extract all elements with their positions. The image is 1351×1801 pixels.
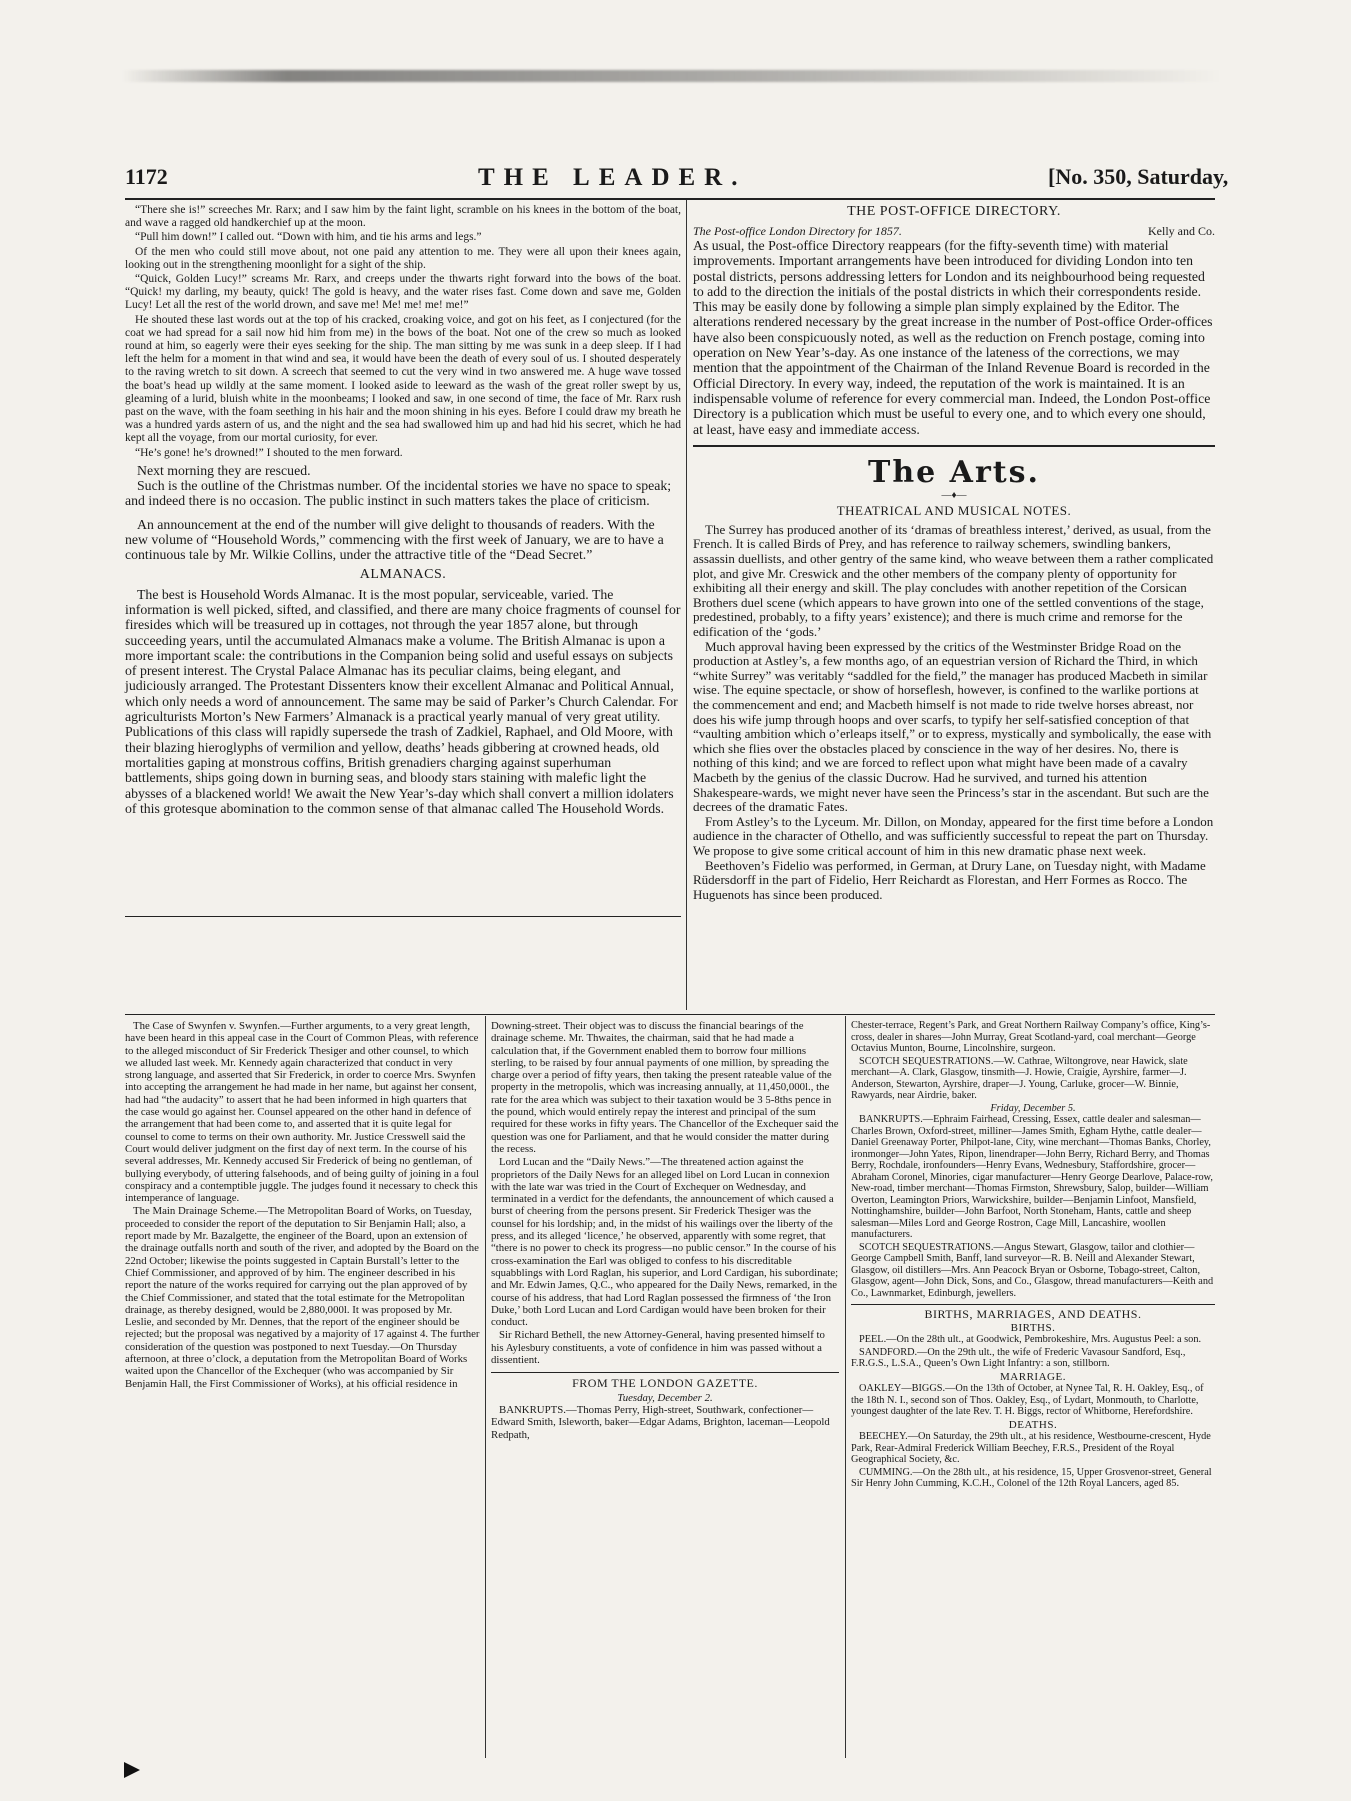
story-paragraph: “There she is!” screeches Mr. Rarx; and I saw him by the faint light, scramble on his knees in the bottom of the boat, and wave a ragged old handkerchief up at the moon. [125, 204, 681, 230]
scotch-sequestrations: SCOTCH SEQUESTRATIONS.—W. Cathrae, Wiltongrove, near Hawick, slate merchant—A. Clark, Glasgow, tinsmith—J. Howie, Craigie, Ayrshire, farmer—J. Anderson, Stewarton, Ayrshire, draper—J. Young, Carluke, grocer—W. Binnie, Rawyards, near Airdrie, baker. [851, 1055, 1188, 1101]
column-divider [485, 1016, 486, 1758]
post-office-subtitle: The Post-office London Directory for 1857. [693, 224, 902, 238]
commentary-paragraph: Next morning they are rescued. [137, 462, 311, 478]
theatrical-paragraph: Beethoven’s Fidelio was performed, in German, at Drury Lane, on Tuesday night, with Madame Rüdersdorff in the part of Fidelio, Herr Reichardt as Florestan, and Herr Formes as Rocco. The Huguenots has since been produced. [693, 857, 1206, 902]
death-entry: BEECHEY.—On Saturday, the 29th ult., at his residence, Westbourne-crescent, Hyde Park, Rear-Admiral Frederick William Beechey, F.R.S., President of the Royal Geographical Society, &c. [851, 1431, 1211, 1465]
gazette-title: FROM THE LONDON GAZETTE. [572, 1376, 758, 1391]
left-top-column [125, 204, 681, 816]
theatrical-title: THEATRICAL AND MUSICAL NOTES. [836, 502, 1072, 518]
column-divider [686, 200, 687, 1010]
bottom-column-3 [851, 1020, 1215, 1491]
issue-label: [No. 350, Saturday, [1048, 164, 1229, 189]
bmd-rule [851, 1304, 1215, 1305]
gazette-text: BANKRUPTS.—Thomas Perry, High-street, Southwark, confectioner—Edward Smith, Isleworth, baker—Edgar Adams, Brighton, laceman—Leopold Redpath, [491, 1403, 830, 1441]
masthead: THE LEADER. [478, 164, 747, 191]
marriage-entry: OAKLEY—BIGGS.—On the 13th of October, at Nynee Tal, R. H. Oakley, Esq., of the 18th N. I., second son of Thos. Oakley, Esq., of Lydart, Monmouth, to Charlotte, youngest daughter of the late Rev. T. H. Biggs, rector of Whitborne, Herefordshire. [851, 1383, 1204, 1417]
ornament-icon: —♦— [941, 489, 967, 501]
column-divider [845, 1016, 846, 1758]
scotch-sequestrations-2: SCOTCH SEQUESTRATIONS.—Angus Stewart, Glasgow, tailor and clothier—George Campbell Smith, Banff, land surveyor—R. B. Neill and Alexander Stewart, Glasgow, oil distillers—Mrs. Ann Peacock Bryan or Osborne, Tobago-street, Calton, Glasgow, agent—John Dick, Sons, and Co., Glasgow, thread manufacturers—Keith and Co., Lawnmarket, Edinburgh, jewellers. [851, 1241, 1214, 1299]
post-office-publisher: Kelly and Co. [1148, 224, 1215, 238]
death-entry: CUMMING.—On the 28th ult., at his residence, 15, Upper Grosvenor-street, General Sir Henry John Cumming, K.C.H., Colonel of the 12th Royal Lancers, aged 85. [851, 1466, 1212, 1489]
theatrical-paragraph: The Surrey has produced another of its ‘dramas of breathless interest,’ derived, as usual, from the French. It is called Birds of Prey, and has reference to railway schemers, swindling bankers, assassin duellists, and other gentry of the same kind, who weave between them a rather complicated plot, and give Mr. Creswick and the other members of the company plenty of opportunity for exhibiting all their energy and skill. The play concludes with another repetition of the Corsican Brothers duel scene (which appears to have grown into one of the settled conventions of the stage, predestined, probably, to a fifty years’ existence); and there is much crime and remorse for the edification of the ‘gods.’ [693, 521, 1214, 640]
post-office-title: THE POST-OFFICE DIRECTORY. [847, 204, 1061, 219]
story-paragraph: “Quick, Golden Lucy!” screams Mr. Rarx, and creeps under the thwarts right forward into the bows of the boat. “Quick! my darling, my beauty, quick! The gold is heavy, and the water rises fast. Come down and save me, Golden Lucy! Let all the rest of the world drown, and save me! Me! me! me! me!” [125, 273, 681, 312]
page-number: 1172 [125, 164, 168, 189]
birth-entry: PEEL.—On the 28th ult., at Goodwick, Pembrokeshire, Mrs. Augustus Peel: a son. [859, 1334, 1202, 1345]
deaths-title: DEATHS. [1008, 1418, 1058, 1431]
gazette-continued: Chester-terrace, Regent’s Park, and Great Northern Railway Company’s office, King’s-cross, dealer in shares—John Murray, Great Scotland-yard, coal merchant—George Octavius Munton, Bourne, Lincolnshire, surgeon. [851, 1020, 1211, 1054]
marriage-title: MARRIAGE. [1000, 1370, 1066, 1383]
scan-smudge [122, 70, 1222, 82]
news-paragraph: Lord Lucan and the “Daily News.”—The threatened action against the proprietors of the Daily News for an alleged libel on Lord Lucan in connexion with the late war was tried in the Court of Exchequer on Wednesday, and terminated in a verdict for the defendants, the announcement of which caused a burst of cheering from the persons present. Sir Frederick Thesiger was the counsel for his lordship; and, in the midst of his wailings over the liberty of the press, and its alleged ‘licence,’ he observed, apparently with some regret, that “there is no power to check its progress—no public censor.” In the course of his cross-examination the Earl was obliged to confess to his discreditable squabblings with Lord Raglan, his superior, and Lord Cardigan, his subordinate; and Mr. Edwin James, Q.C., who appeared for the Daily News, remarked, in the course of his address, that had Lord Raglan possessed the firmness of ‘the Iron Duke,’ both Lord Lucan and Lord Cardigan would have been broken for their conduct. [491, 1156, 839, 1329]
section-rule [125, 916, 681, 917]
post-office-paragraph: As usual, the Post-office Directory reappears (for the fifty-seventh time) with material improvements. Important arrangements have been introduced for dividing London into ten postal districts, persons addressing letters for London and its neighbourhood being requested to add to the direction the initials of the postal districts in which their correspondents reside. This may be easily done by following a simple plan simply explained by the Editor. The alterations rendered necessary by the great increase in the number of Post-office Order-offices have also been conspicuously noted, as well as the reduction on French postage, coming into operation on New Year’s-day. As one instance of the lateness of the corrections, we may mention that the appointment of the Chairman of the Inland Revenue Board is recorded in the Official Directory. In every way, indeed, the reputation of the work is maintained. It is an indispensable volume of reference for every commercial man. Indeed, the London Post-office Directory is a publication which must be useful to every one, and to which every one should, at least, have easy and immediate access. [693, 238, 1213, 437]
news-paragraph: The Main Drainage Scheme.—The Metropolitan Board of Works, on Tuesday, proceeded to consider the report of the deputation to Sir Benjamin Hall; also, a report made by Mr. Bazalgette, the engineer of the Board, upon an extension of the drainage outfalls north and south of the river, and adopted by the Board on the 22nd October; likewise the points suggested in Captain Burstall’s letter to the Chief Commissioner, and approved of by him. The engineer described in his report the nature of the works required for carrying out the plan approved of by the Chief Commissioner, and stated that the total estimate for the Metropolitan drainage, as thereby designed, would be 2,880,000l. It was proposed by Mr. Leslie, and seconded by Mr. Dennes, that the report of the engineer should be rejected; but the proposal was negatived by a majority of 17 against 4. The further consideration of the question was postponed to next Tuesday.—On Thursday afternoon, at three o’clock, a deputation from the Metropolitan Board of Works waited upon the Chancellor of the Exchequer (who was accompanied by Sir Benjamin Hall, the First Commissioner of Works), at his official residence in [125, 1205, 480, 1390]
arts-rule [693, 445, 1215, 447]
almanacs-paragraph: The best is Household Words Almanac. It is the most popular, serviceable, varied. The information is well picked, sifted, and classified, and there are many choice fragments of counsel for firesides which will be treasured up in cottages, not through the year 1857 alone, but through succeeding years, until the accumulated Almanacs make a volume. The British Almanac is upon a more important scale: the contributions in the Companion being solid and useful essays on subjects of present interest. The Crystal Palace Almanac has its peculiar claims, being elegant, and judiciously arranged. The Protestant Dissenters know their excellent Almanac and Political Annual, which only needs a word of announcement. The same may be said of Parker’s Church Calendar. For agriculturists Morton’s New Farmers’ Almanack is a practical yearly manual of very great utility. Publications of this class will rapidly supersede the trash of Zadkiel, Raphael, and Old Moore, with their blazing hieroglyphs of vermilion and yellow, deaths’ heads gibbering at crowned heads, old mortalities gaping at monstrous coffins, British grenadiers charging against superhuman battlements, ships going down in burning seas, and bloody stars staining with malefic light the abysses of a blackened world! We await the New Year’s-day which shall convert a million idolaters of this grotesque abomination to the common sense of that almanac called The Household Words. [125, 586, 681, 816]
gazette-date: Tuesday, December 2. [617, 1391, 713, 1404]
story-paragraph: He shouted these last words out at the top of his cracked, croaking voice, and got on his feet, as I conjectured (for the coat we had spread for a sail now hid him from me) in the bows of the boat. Not one of the crew so much as looked round at him, so eagerly were their eyes seeking for the ship. The man sitting by me was sunk in a deep sleep. If I had left the helm for a moment in that wind and sea, it would have been the death of every soul of us. I shouted desperately to the raving wretch to sit down. A screech that seemed to cut the very wind in two answered me. A huge wave tossed the boat’s head up wildly at the same moment. I looked aside to leeward as the wash of the great roller swept by us, gleaming of a lurid, bluish white in the moonbeams; I looked and saw, in one second of time, the face of Mr. Rarx rush past on the wave, with the foam seething in his hair and the moon shining in his eyes. Before I could draw my breath he was a hundred yards astern of us, and the night and the sea had swallowed him up and had hid his secret, which he had kept all the voyage, from our mortal curiosity, for ever. [125, 313, 681, 445]
theatrical-paragraph: Much approval having been expressed by the critics of the Westminster Bridge Road on the production at Astley’s, a few months ago, of an equestrian version of Richard the Third, in which “white Surrey” was veritably “saddled for the field,” the manager has produced Macbeth in similar wise. The equine spectacle, or show of horseflesh, however, is confined to the warlike portions at the commencement and end; and Macbeth himself is not made to ride twelve horses abreast, nor does his wife jump through hoops and over scarfs, to typify her self-satisfied conception of that “vaulting ambition which o’erleaps itself,” or to express, mystically and symbolically, the ease with which she flies over the obstacles placed by conscience in the way of her desires. No, there is nothing of this kind; and we are forced to reflect upon what might have been made of a cavalry Macbeth by the genius of the classic Ducrow. Had he survived, and turned his attention Shakespeare-wards, we might never have seen the Princess’s star in the ascendant. But such are the decrees of the dramatic Fates. [693, 638, 1212, 815]
commentary-paragraph: Such is the outline of the Christmas number. Of the incidental stories we have no space to speak; and indeed there is no occasion. The public instinct in such matters takes the place of criticism. [125, 478, 672, 509]
story-paragraph: “He’s gone! he’s drowned!” I shouted to the men forward. [135, 446, 403, 459]
commentary [125, 463, 681, 563]
story-paragraph: “Pull him down!” I called out. “Down with him, and tie his arms and legs.” [135, 231, 482, 244]
header-rule [125, 198, 1215, 200]
bottom-column-1 [125, 1020, 480, 1391]
story-paragraph: Of the men who could still move about, not one paid any attention to me. They were all upon their knees again, looking out in the strengthening moonlight for a sight of the ship. [125, 245, 681, 271]
news-paragraph: Sir Richard Bethell, the new Attorney-General, having presented himself to his Aylesbury constituents, a vote of confidence in him was passed without a dissentient. [491, 1329, 825, 1367]
arts-title: The Arts. [868, 454, 1040, 490]
right-top-column [693, 204, 1215, 902]
gazette-rule [491, 1372, 839, 1373]
theatrical-paragraph: From Astley’s to the Lyceum. Mr. Dillon, on Monday, appeared for the first time before a London audience in the character of Othello, and was sufficiently successful to repeat the part on Thursday. We propose to give some critical account of him in this new dramatic phase next week. [693, 813, 1214, 858]
friday-date: Friday, December 5. [990, 1102, 1076, 1114]
birth-entry: SANDFORD.—On the 29th ult., the wife of Frederic Vavasour Sandford, Esq., F.R.G.S., L.S.A., Queen’s Own Light Infantry: a son, stillborn. [851, 1346, 1186, 1369]
bmd-title: BIRTHS, MARRIAGES, AND DEATHS. [924, 1307, 1142, 1321]
bankrupts-list: BANKRUPTS.—Ephraim Fairhead, Cressing, Essex, cattle dealer and salesman—Charles Brown, Oxford-street, milliner—James Smith, Egham Hythe, cattle dealer—Daniel Greenaway Porter, Philpot-lane, City, wine merchant—Thomas Banks, Chorley, ironmonger—John Yates, Ripon, linendraper—John Berry, Richard Berry, and Thomas Berry, Rochdale, ironfounders—Henry Evans, Wednesbury, Staffordshire, grocer—Abraham Coronel, Minories, cigar manufacturer—Henry George Dearlove, Palace-row, New-road, timber merchant—Thomas Firmston, Shrewsbury, Salop, builder—William Overton, Leamington Priors, Warwickshire, builder—Benjamin Linfoot, Mansfield, Nottinghamshire, builder—John Barfoot, North Stoneham, Hants, cattle and sheep salesman—Miles Lord and George Rostron, Cage Mill, Lancashire, woollen manufacturers. [851, 1114, 1213, 1240]
news-paragraph: Downing-street. Their object was to discuss the financial bearings of the drainage scheme. Mr. Thwaites, the chairman, said that he had made a calculation that, if the Government enabled them to borrow four millions sterling, to be raised by four annual payments of one million, by spreading the charge over a period of fifty years, then taking the present rateable value of the property in the metropolis, which was increasing annually, at 11,450,000l., the rate for the area which was subject to their taxation would be 3 5-8ths pence in the pound, which would entirely repay the interest and principal of the sum required for these works in fifty years. The Chancellor of the Exchequer said the question was one for Parliament, and that he would consider the matter during the recess. [491, 1020, 839, 1155]
theatrical-article [693, 523, 1215, 902]
story-extract [125, 204, 681, 460]
commentary-paragraph: An announcement at the end of the number will give delight to thousands of readers. With the new volume of “Household Words,” commencing with the first week of January, we are to have a continuous tale by Mr. Wilkie Collins, under the attractive title of the “Dead Secret.” [125, 516, 664, 563]
post-office-article [693, 238, 1215, 437]
post-office-subheading [693, 224, 1215, 238]
almanacs-title: ALMANACS. [359, 566, 447, 582]
pointer-arrow-icon [124, 1762, 140, 1778]
news-paragraph: The Case of Swynfen v. Swynfen.—Further arguments, to a very great length, have been heard in this appeal case in the Court of Common Pleas, with reference to the alleged misconduct of Sir Frederick Thesiger and other counsel, to which we alluded last week. Mr. Kennedy again characterized that conduct in very strong language, and asserted that Sir Frederick, in order to coerce Mrs. Swynfen into accepting the arrangement he had made in her name, but against her consent, had had “the audacity” to assert that he had been informed in high quarters that the case would go against her. Counsel appeared on the other hand in defence of the arrangement that had been come to, and asserted that it is quite legal for counsel to come to terms on their own authority. Mr. Justice Cresswell said the Court would deliver judgment on the first day of next term. In the course of his several addresses, Mr. Kennedy accused Sir Frederick of being no gentleman, of bullying everybody, of uttering falsehoods, and of being guilty of joining in a foul conspiracy and a contemptible juggle. The judges found it necessary to check this intemperance of language. [125, 1020, 480, 1205]
mid-rule [125, 1014, 1215, 1015]
bottom-column-2 [491, 1020, 839, 1442]
births-title: BIRTHS. [1010, 1321, 1056, 1334]
almanacs-article [125, 587, 681, 816]
